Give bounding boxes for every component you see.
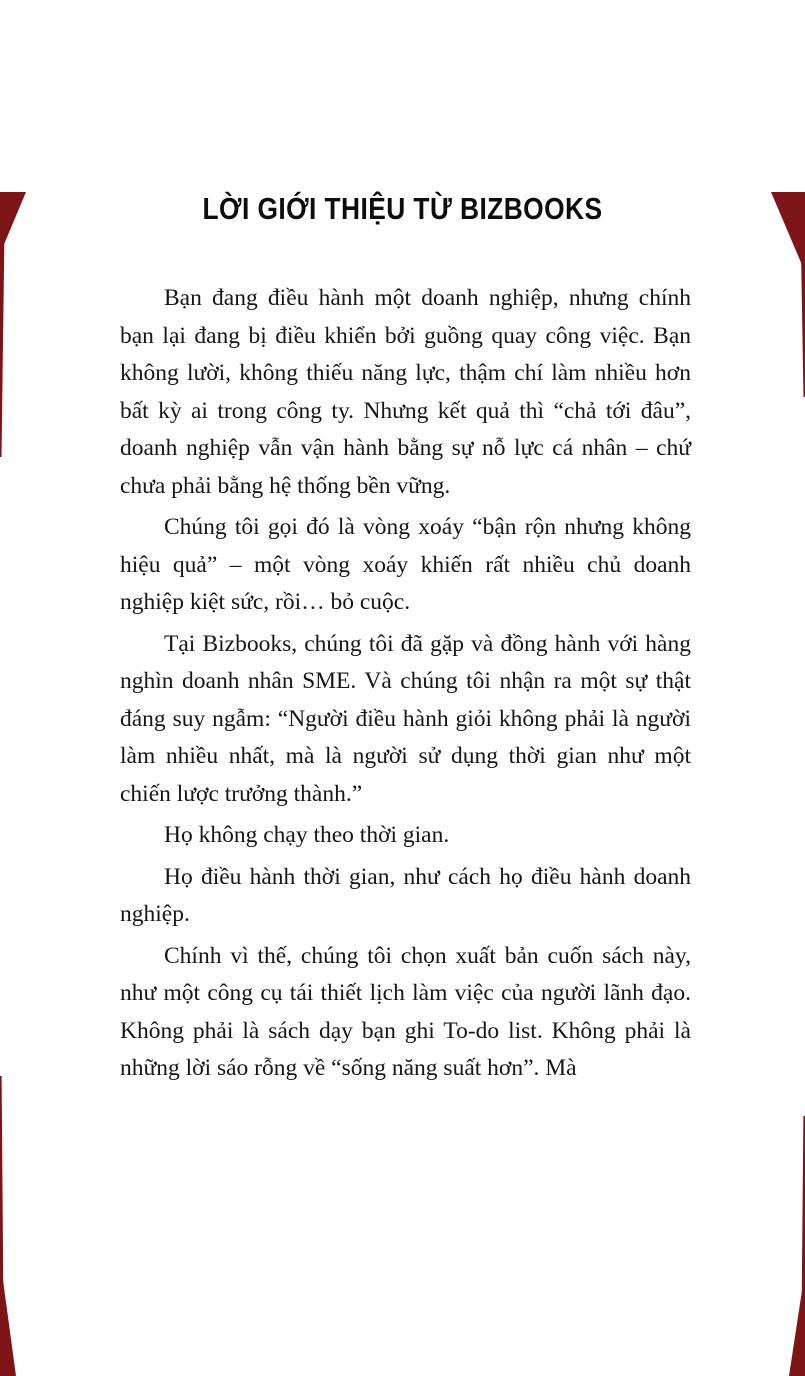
paragraph-4: Họ không chạy theo thời gian. [164,822,450,849]
paragraph-6: Chính vì thế, chúng tôi chọn xuất bản cuốn sách này, như một công cụ tái thiết lịch làm việc của người lãnh đạo. Không phải là sách dạy bạn ghi To-do list. Không phải là những lời sáo rỗng về “sống năng suất hơn”. Mà [120,942,691,1082]
paragraph-1: Bạn đang điều hành một doanh nghiệp, nhưng chính bạn lại đang bị điều khiển bởi guồng quay công việc. Bạn không lười, không thiếu năng lực, thậm chí làm nhiều hơn bất kỳ ai trong công ty. Nhưng kết quả thì “chả tới đâu”, doanh nghiệp vẫn vận hành bằng sự nỗ lực cá nhân – chứ chưa phải bằng hệ thống bền vững. [120,285,691,499]
book-page [0,192,805,1376]
page-body [120,280,691,1088]
book-cover-edge-right [800,192,805,397]
paragraph-5: Họ điều hành thời gian, như cách họ điều hành doanh nghiệp. [120,863,691,928]
page-title: LỜI GIỚI THIỆU TỪ BIZBOOKS [202,191,603,226]
book-cover-edge-top-right [771,192,805,272]
book-cover-edge-bottom-right-strip [801,1116,805,1376]
book-cover-edge-left [0,192,5,457]
paragraph-3: Tại Bizbooks, chúng tôi đã gặp và đồng hành với hàng nghìn doanh nhân SME. Và chúng tôi nhận ra một sự thật đáng suy ngẫm: “Người điều hành giỏi không phải là người làm nhiều nhất, mà là người sử dụng thời gian như một chiến lược trưởng thành.” [120,630,691,807]
paragraph-2: Chúng tôi gọi đó là vòng xoáy “bận rộn nhưng không hiệu quả” – một vòng xoáy khiến rất nhiều chủ doanh nghiệp kiệt sức, rồi… bỏ cuộc. [120,514,691,616]
book-cover-edge-bottom-left-strip [0,1076,4,1376]
